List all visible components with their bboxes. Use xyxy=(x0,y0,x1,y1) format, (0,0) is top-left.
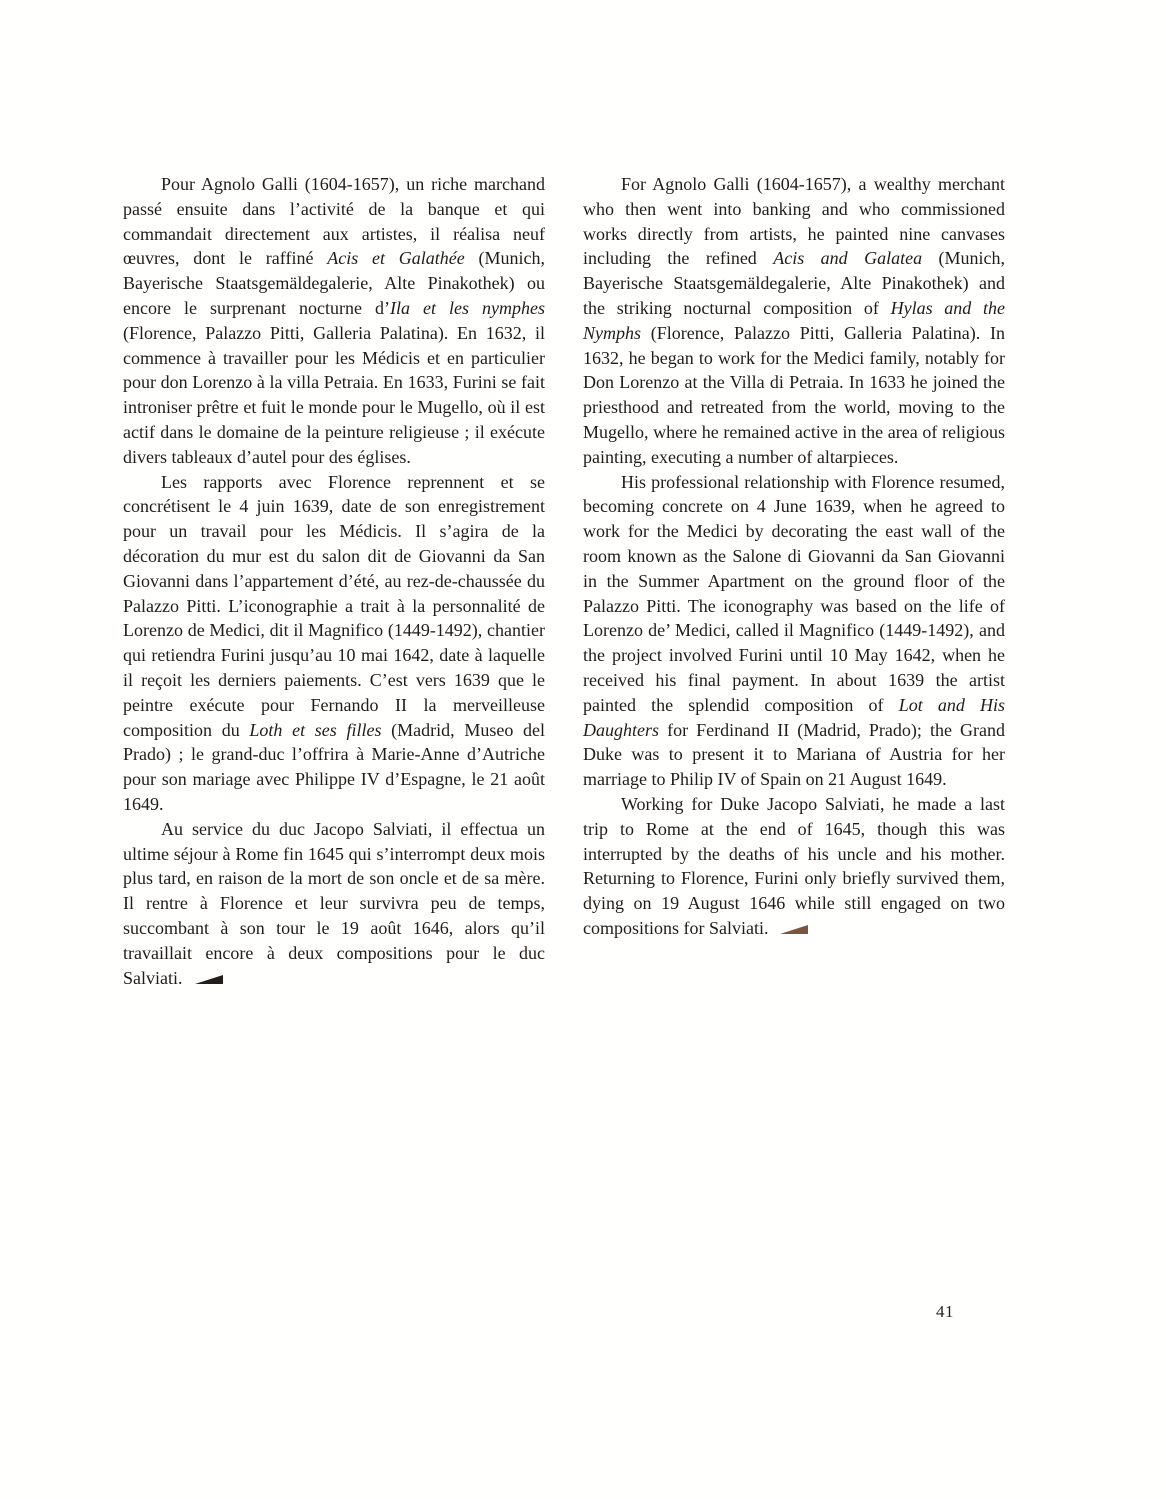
text-run: Pour Agnolo Galli (1604-1657), un riche marchand passé ensuite dans l’activité de la banque et qui commandait directement aux artistes, il réalisa neuf œuvres, dont le raffiné xyxy=(123,174,545,269)
italic-text-run: Hylas and the Nymphs xyxy=(583,297,1006,343)
italic-text-run: Lot and His Daughters xyxy=(583,694,1005,740)
text-run: (Munich, Bayerische Staatsgemäldegalerie, Alte Pinakothek) ou encore le surprenant nocturne d’ xyxy=(123,248,545,318)
page-number: 41 xyxy=(936,1302,954,1321)
text-run: His professional relationship with Florence resumed, becoming concrete on 4 June 1639, when he agreed to work for the Medici by decorating the east wall of the room known as the Salone di Giovanni da San Giovanni in the Summer Apartment on the ground floor of the Palazzo Pitti. The iconography was based on the life of Lorenzo de’ Medici, called il Magnifico (1449-1492), and the project involved Furini until 10 May 1642, when he received his final payment. In about 1639 the artist painted the splendid composition of xyxy=(583,471,1005,715)
text-run: (Madrid, Museo del Prado) ; le grand-duc l’offrira à Marie-Anne d’Autriche pour son mariage avec Philippe IV d’Espagne, le 21 août 1649. xyxy=(123,719,546,814)
paragraph xyxy=(583,172,1005,470)
paragraph xyxy=(583,792,1005,941)
column-english xyxy=(583,172,1005,941)
text-run: (Florence, Palazzo Pitti, Galleria Palatina). En 1632, il commence à travailler pour les Médicis et en particulier pour don Lorenzo à la villa Petraia. En 1633, Furini se fait introniser prêtre et fuit le monde pour le Mugello, où il est actif dans le domaine de la peinture religieuse ; il exécute divers tableaux d’autel pour des églises. xyxy=(123,322,545,467)
paragraph xyxy=(123,470,545,817)
column-french xyxy=(123,172,545,990)
text-run: for Ferdinand II (Madrid, Prado); the Grand Duke was to present it to Mariana of Austria for her marriage to Philip IV of Spain on 21 August 1649. xyxy=(583,719,1005,790)
paragraph xyxy=(123,172,545,470)
section-end-ornament-icon xyxy=(780,925,808,934)
text-run: (Munich, Bayerische Staatsgemäldegalerie, Alte Pinakothek) and the striking nocturnal composition of xyxy=(583,248,1005,318)
text-run: (Florence, Palazzo Pitti, Galleria Palatina). In 1632, he began to work for the Medici family, notably for Don Lorenzo at the Villa di Petraia. In 1633 he joined the priesthood and retreated from the world, moving to the Mugello, where he remained active in the area of religious painting, executing a number of altarpieces. xyxy=(583,322,1005,467)
italic-text-run: Ila et les nymphes xyxy=(389,297,545,318)
text-run: Working for Duke Jacopo Salviati, he made a last trip to Rome at the end of 1645, though this was interrupted by the deaths of his uncle and his mother. Returning to Florence, Furini only briefly survived them, dying on 19 August 1646 while still engaged on two compositions for Salviati. xyxy=(583,793,1005,938)
text-run: Au service du duc Jacopo Salviati, il effectua un ultime séjour à Rome fin 1645 qui s’interrompt deux mois plus tard, en raison de la mort de son oncle et de sa mère. Il rentre à Florence et leur survivra peu de temps, succombant à son tour le 19 août 1646, alors qu’il travaillait encore à deux compositions pour le duc Salviati. xyxy=(123,818,545,988)
text-run: For Agnolo Galli (1604-1657), a wealthy merchant who then went into banking and who commissioned works directly from artists, he painted nine canvases including the refined xyxy=(583,174,1005,269)
italic-text-run: Loth et ses filles xyxy=(249,719,382,740)
paragraph xyxy=(123,817,545,991)
text-run: Les rapports avec Florence reprennent et se concrétisent le 4 juin 1639, date de son enregistrement pour un travail pour les Médicis. Il s’agira de la décoration du mur est du salon dit de Giovanni da San Giovanni dans l’appartement d’été, au rez-de-chaussée du Palazzo Pitti. L’iconographie a trait à la personnalité de Lorenzo de Medici, dit il Magnifico (1449-1492), chantier qui retiendra Furini jusqu’au 10 mai 1642, date à laquelle il reçoit les derniers paiements. C’est vers 1639 que le peintre exécute pour Fernando II la merveilleuse composition du xyxy=(123,471,545,740)
italic-text-run: Acis and Galatea xyxy=(773,248,923,269)
italic-text-run: Acis et Galathée xyxy=(327,248,465,269)
paragraph xyxy=(583,470,1005,792)
section-end-ornament-icon xyxy=(195,975,223,984)
